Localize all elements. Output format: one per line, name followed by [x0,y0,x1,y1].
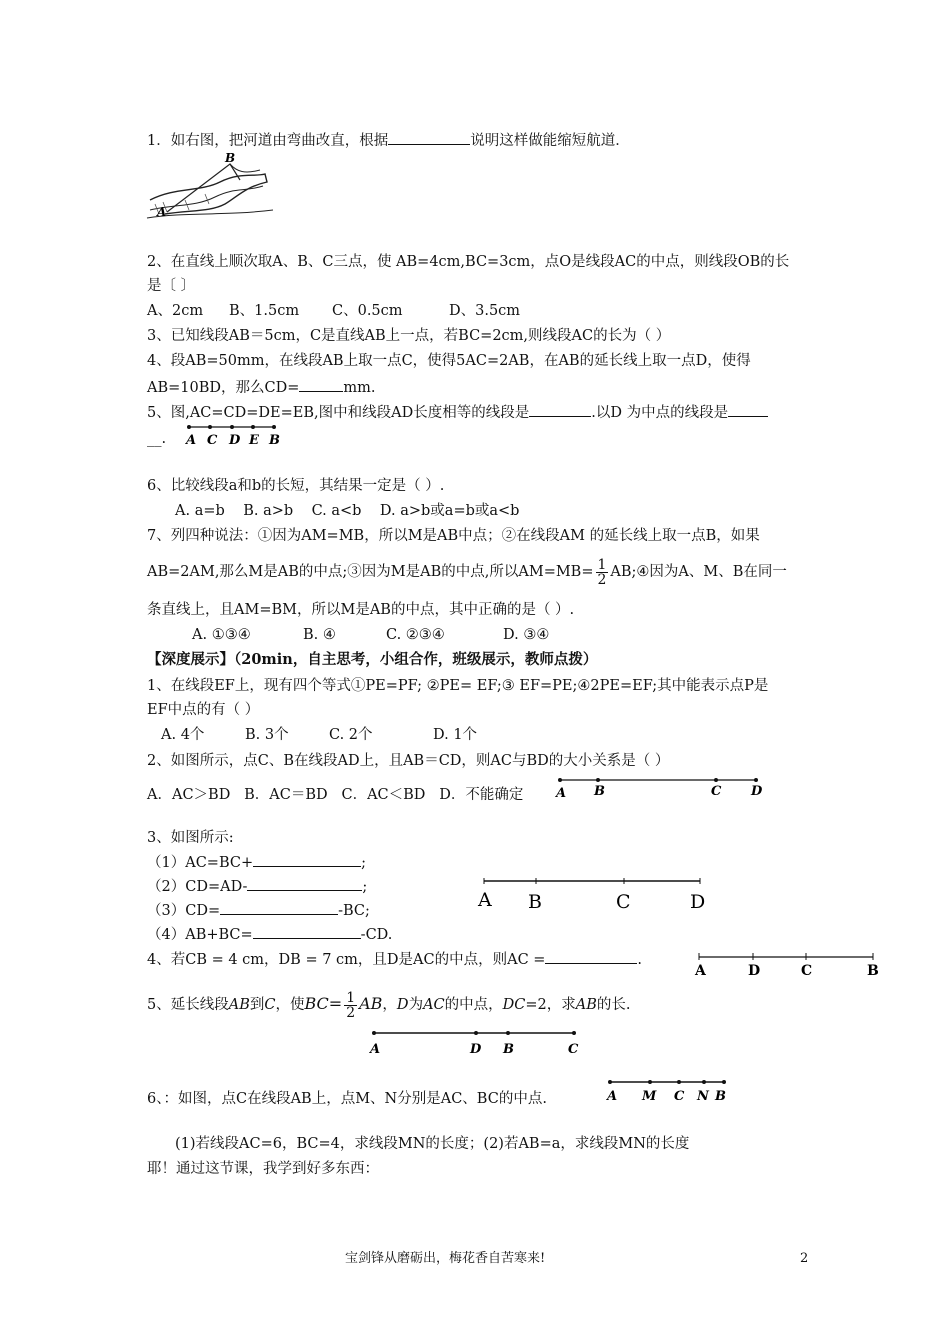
p7-frac-den: 2 [597,571,607,588]
q4-label-b: B [867,963,879,979]
p4-line1: 4、段AB=50mm，在线段AB上取一点C，使得5AC=2AB，在AB的延长线上取一点D，使得 [147,353,751,369]
p7-text-a: AB=2AM,那么M是AB的中点;③因为M是AB的中点,所以AM=MB= [147,564,594,580]
q5-text-c: ，使 [275,997,305,1013]
p7-line3: 条直线上，且AM=BM，所以M是AB的中点，其中正确的是（ ）. [147,602,575,618]
q3-label-b: B [528,891,542,913]
q3-item-1-pre: （1）AC=BC+ [147,855,254,871]
q6-label-b: B [715,1089,726,1104]
q3-item-3-pre: （3）CD= [147,903,221,919]
p1-blank[interactable] [388,130,470,145]
q1-option-b: B. 3个 [245,727,289,743]
q3-item-3 [147,900,370,921]
q3-segment-figure [478,878,718,912]
p4-text-b: mm. [343,380,376,396]
section-title: 【深度展示】（20min，自主思考，小组合作，班级展示，教师点拨） [147,651,598,668]
q2-label-b: B [594,784,605,799]
q3-label-d: D [690,891,706,913]
p6-options: A. a=b B. a>b C. a<b D. a>b或a=b或a<b [175,503,520,519]
q3-item-1-post: ; [361,855,366,871]
q5-ac: AC [423,997,445,1013]
q6-label-c: C [674,1089,685,1104]
p1-text-a: 1．如右图，把河道由弯曲改直，根据 [147,133,389,149]
river-label-a: A [157,205,167,219]
p7-option-a: A. ①③④ [192,627,251,643]
q3-label-c: C [616,891,631,913]
q5-text-h: 的长. [596,997,631,1013]
p7-frac-num: 1 [597,556,607,573]
q5-fraction [344,991,357,1020]
q5-text-e: 为 [408,997,424,1013]
q6-label-m: M [642,1089,657,1104]
p7-option-c: C. ②③④ [386,627,445,643]
q3-item-3-post: -BC; [338,903,370,919]
q5-c: C [264,997,276,1013]
q5-d: D [396,997,409,1013]
q1-line2: EF中点的有（ ） [147,702,260,718]
q2-line1: 2、如图所示，点C、B在线段AD上，且AB＝CD，则AC与BD的大小关系是（ ） [147,753,670,769]
river-figure [145,152,275,222]
p4-text-a: AB=10BD，那么CD= [147,380,300,396]
p7-options [192,625,549,645]
q1-option-a: A. 4个 [161,727,205,743]
q3-item-4 [147,924,392,945]
p2-option-c: C、0.5cm [332,303,403,319]
q5-label-d: D [470,1042,482,1057]
p7-line1: 7、列四种说法：①因为AM=MB，所以M是AB中点；②在线段AM 的延长线上取一点B，如果 [147,528,760,544]
q5-ab: AB [228,997,250,1013]
q5-text-a: 5、延长线段 [147,997,229,1013]
p2-line1: 2、在直线上顺次取A、B、C三点，使 AB=4cm,BC=3cm，点O是线段AC的中点，则线段OB的长 [147,254,790,270]
river-label-b: B [225,151,236,165]
q4-blank[interactable] [545,949,637,964]
p2-options [147,301,520,321]
q2-segment-figure [556,775,766,801]
q1-option-d: D. 1个 [433,727,478,743]
p5-blank-1[interactable] [529,402,591,417]
q5-frac-den: 2 [346,1004,356,1021]
q3-label-a: A [478,889,492,911]
q4-label-d: D [748,963,761,979]
q5-bc: BC [304,994,329,1013]
p2-option-b: B、1.5cm [229,303,300,319]
q5-text-b: 到 [249,997,265,1013]
q5-line [147,988,631,1021]
p5-segment-figure [186,422,286,448]
q4-text-a: 4、若CB = 4 cm，DB = 7 cm，且D是AC的中点，则AC = [147,952,546,968]
p5-label-b: B [269,433,280,448]
q3-item-4-pre: （4）AB+BC= [147,927,253,943]
p5-label-a: A [186,433,197,448]
q4-label-a: A [695,963,706,979]
p4-line2 [147,377,376,398]
p7-line2 [147,556,787,588]
q5-eq: = [328,994,343,1013]
q5-ab2: AB [359,994,383,1013]
p5-label-e: E [249,433,259,448]
q3-item-1 [147,852,366,873]
p1-line [147,130,630,151]
p3-line: 3、已知线段AB＝5cm，C是直线AB上一点，若BC=2cm,则线段AC的长为（ ） [147,328,671,344]
p4-blank[interactable] [299,377,343,392]
q2-options: A．AC＞BD B．AC＝BD C．AC＜BD D．不能确定 [147,787,524,803]
q6-label-n: N [697,1089,709,1104]
q3-blank-3[interactable] [220,900,338,915]
p5-label-d: D [229,433,241,448]
q3-item-4-post: -CD. [360,927,393,943]
p5-text-b: .以D 为中点的线段是 [591,405,729,421]
p5-label-c: C [207,433,218,448]
q2-label-a: A [556,786,567,801]
p5-line1 [147,402,768,423]
q5-text-g: =2，求 [525,997,576,1013]
q5-label-a: A [370,1042,381,1057]
p2-option-d: D、3.5cm [449,303,521,319]
p7-option-b: B. ④ [303,627,336,643]
q6-label-a: A [607,1089,618,1104]
q6-line2: (1)若线段AC=6，BC=4，求线段MN的长度；(2)若AB=a，求线段MN的长度 [175,1136,690,1152]
q5-dc: DC [502,997,526,1013]
p7-option-d: D. ③④ [503,627,550,643]
q2-label-d: D [751,784,763,799]
q3-blank-4[interactable] [253,924,361,939]
q5-text-f: 的中点， [444,997,503,1013]
q6-line1: 6、：如图，点C在线段AB上，点M、N分别是AC、BC的中点. [147,1091,547,1107]
q6-line3: 耶！通过这节课，我学到好多东西： [147,1161,379,1177]
q3-item-2-post: ; [362,879,368,895]
q4-text-b: . [637,952,643,968]
p5-text-a: 5、图,AC=CD=DE=EB,图中和线段AD长度相等的线段是 [147,405,530,421]
q4-line [147,949,642,970]
q4-segment-figure [693,953,883,981]
p1-text-b: 说明这样做能缩短航道． [470,133,630,149]
page-number: 2 [800,1251,809,1266]
footer-motto: 宝剑锋从磨砺出，梅花香自苦寒来! [345,1251,546,1266]
q5-frac-num: 1 [346,989,356,1006]
q6-segment-figure [604,1078,734,1108]
q3-blank-1[interactable] [253,852,361,867]
p2-line2: 是〔 〕 [147,278,196,294]
q3-item-2-pre: （2）CD=AD- [147,879,248,895]
q5-label-c: C [568,1042,579,1057]
q3-title: 3、如图所示: [147,830,234,846]
p7-text-b: AB;④因为A、M、B在同一 [610,564,787,580]
q3-item-2 [147,876,367,897]
q4-label-c: C [801,963,813,979]
p5-line2: __. [147,431,167,447]
p2-option-a: A、2cm [147,303,204,319]
q5-ab3: AB [575,997,597,1013]
q3-blank-2[interactable] [247,876,362,891]
q1-options [161,725,477,745]
q5-label-b: B [503,1042,514,1057]
p5-blank-2[interactable] [728,402,768,417]
q5-segment-figure [370,1029,590,1057]
p6-line1: 6、比较线段a和b的长短，其结果一定是（ ）. [147,478,445,494]
q1-line1: 1、在线段EF上，现有四个等式①PE=PF; ②PE= EF;③ EF=PE;④2PE=EF;其中能表示点P是 [147,678,769,694]
q2-label-c: C [711,784,722,799]
q1-option-c: C. 2个 [329,727,373,743]
p7-fraction [596,558,609,587]
q5-text-d: ， [382,997,397,1013]
